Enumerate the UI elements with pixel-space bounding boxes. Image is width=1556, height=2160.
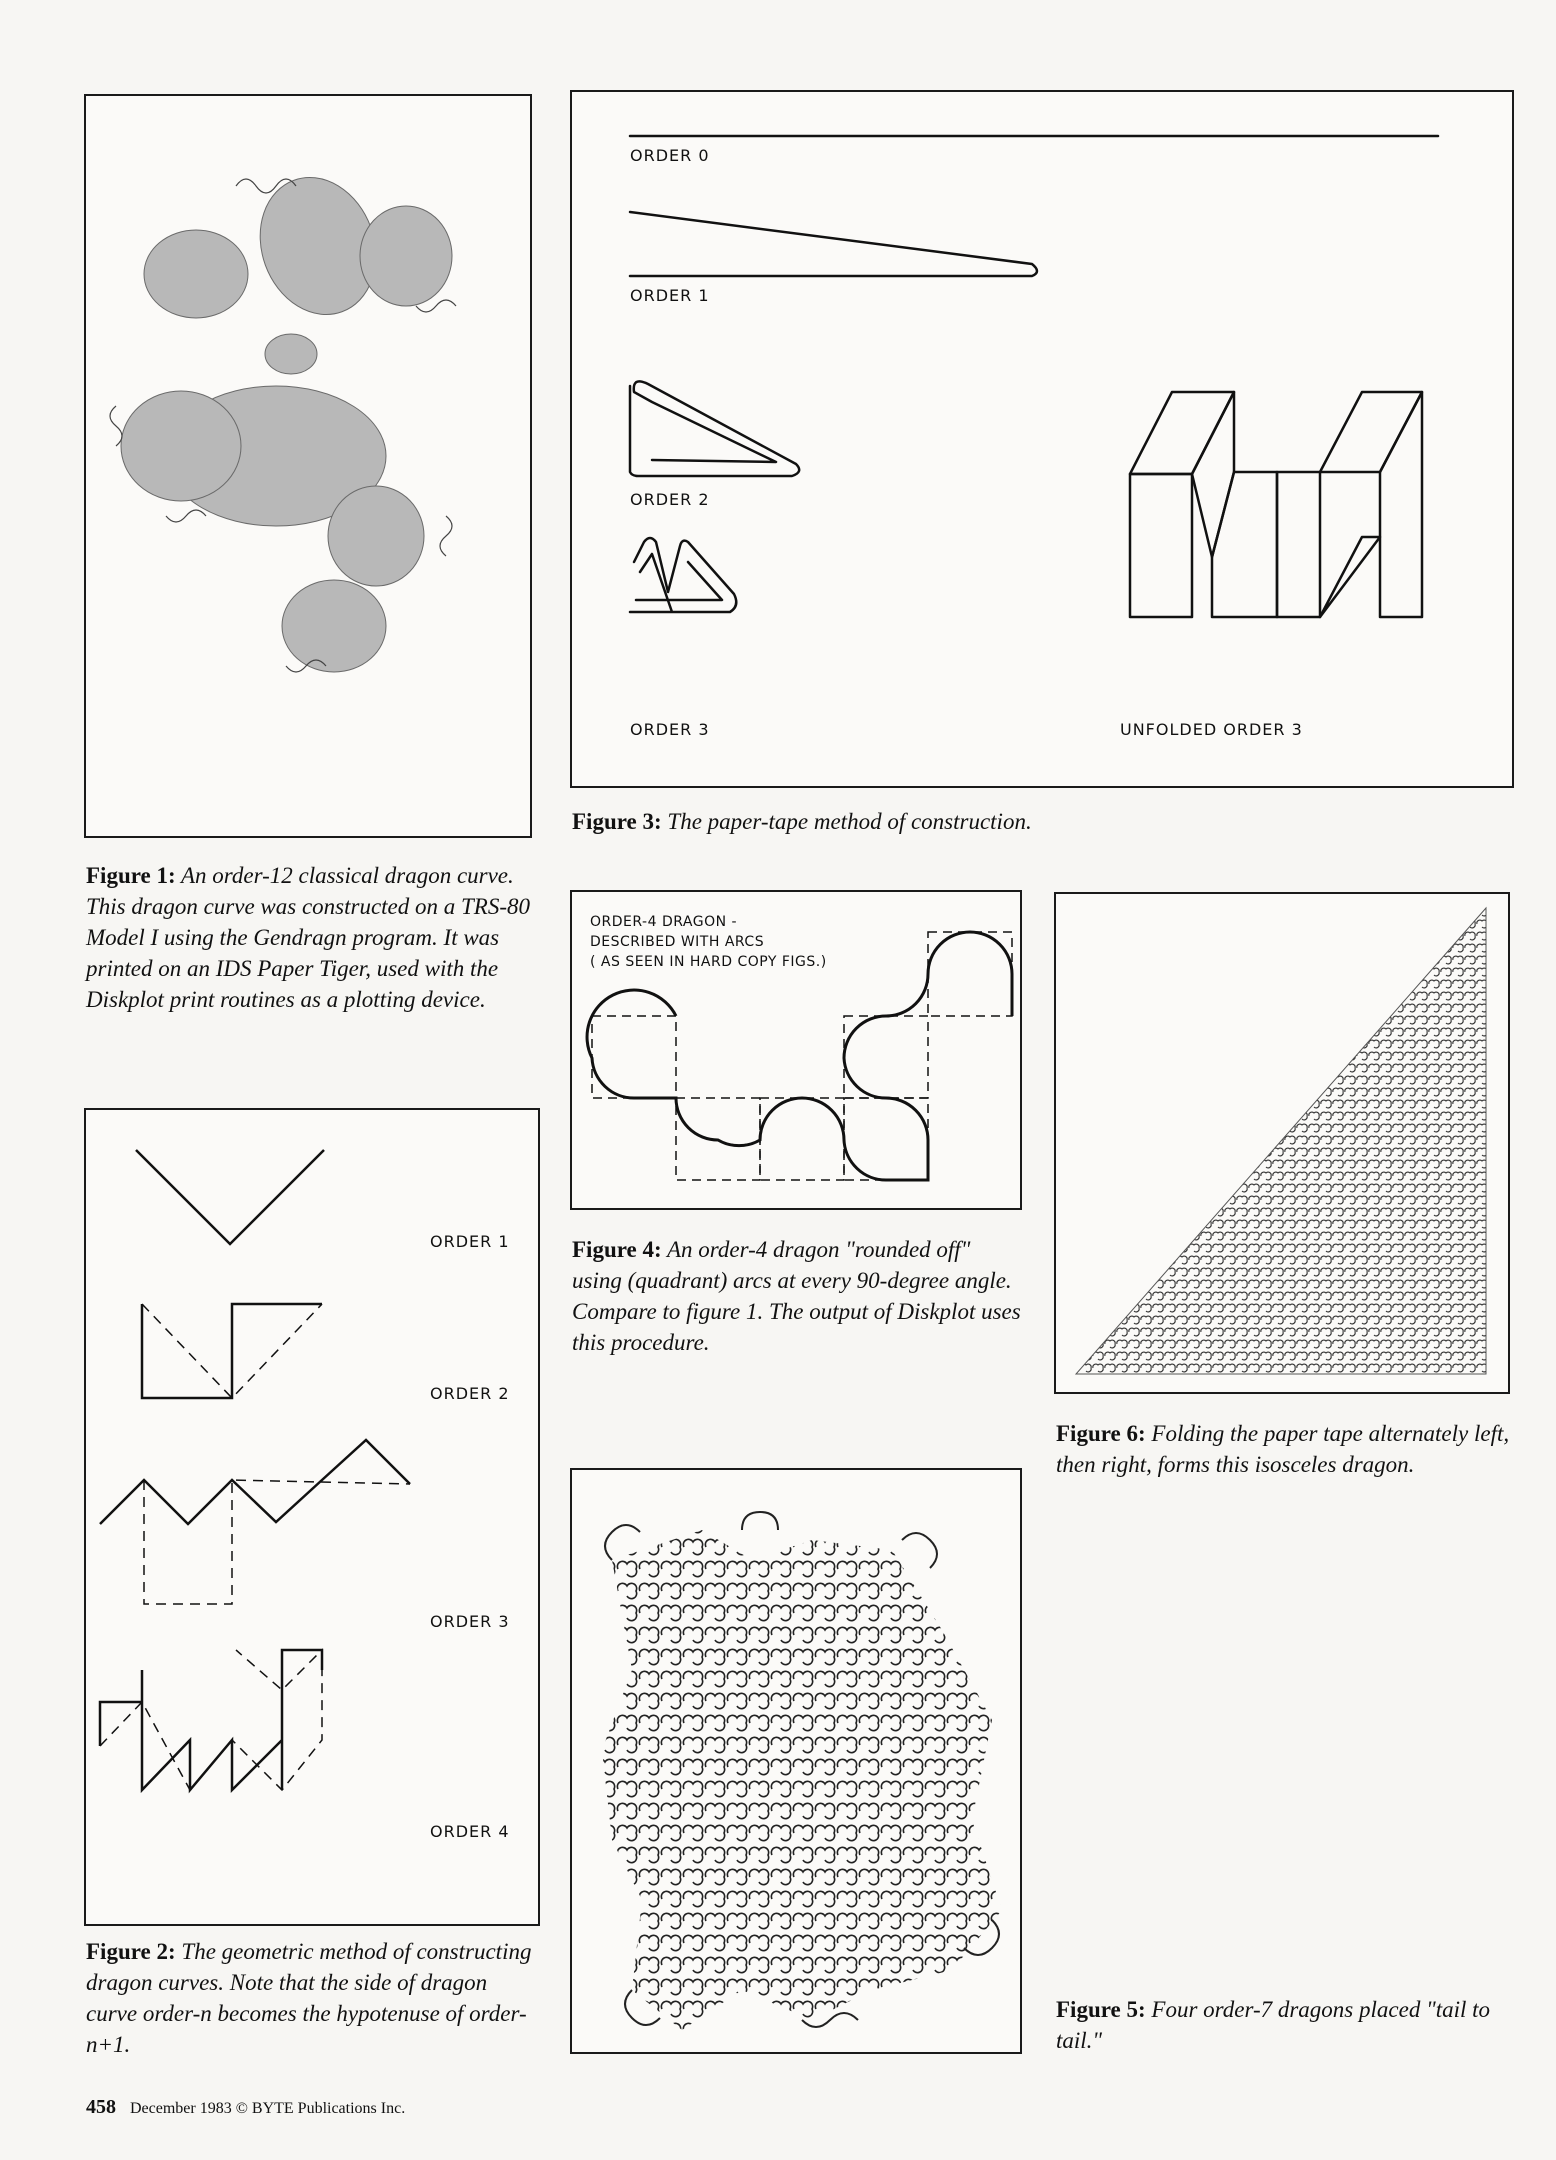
figure3-caption (572, 806, 1516, 837)
figure5-dragon-region (602, 1530, 1002, 2030)
figure2-order4-hypotenuse (100, 1650, 322, 1790)
figure3-unfolded-panel-1 (1130, 392, 1234, 474)
page-number: 458 (86, 2096, 116, 2118)
figure1-caption-text: An order-12 classical dragon curve. This dragon curve was constructed on a TRS-80 Model I using the Gendragn program. It was printed on an IDS Paper Tiger, used with the Diskplot print routines as a plotting device. (86, 863, 531, 1012)
figure3-label-order2: ORDER 2 (630, 490, 710, 509)
figure2-order3-curve (100, 1440, 410, 1524)
figure4-caption-label: Figure 4: (572, 1237, 662, 1262)
figure3-order2-tape (630, 381, 799, 476)
figure3-label-order1: ORDER 1 (630, 286, 710, 305)
figure2-order2-curve (142, 1304, 322, 1398)
figure3-unfolded-panel-3 (1192, 392, 1234, 557)
figure4-label-line-3: ( AS SEEN IN HARD COPY FIGS.) (590, 954, 827, 970)
figure2-order4-curve (100, 1650, 322, 1790)
figure3-caption-label: Figure 3: (572, 809, 662, 834)
figure4-frame (570, 890, 1022, 1210)
figure2-frame (84, 1108, 540, 1926)
figure5-four-dragons (572, 1470, 1020, 2052)
figure2-label-order4: ORDER 4 (430, 1822, 510, 1841)
figure5-caption-label: Figure 5: (1056, 1997, 1146, 2022)
figure3-unfolded-panel-6 (1320, 392, 1422, 472)
figure4-label (590, 912, 827, 972)
figure2-caption-label: Figure 2: (86, 1939, 176, 1964)
figure3-label-unfolded-order3: UNFOLDED ORDER 3 (1120, 720, 1303, 739)
figure6-frame (1054, 892, 1510, 1394)
footer-copyright: December 1983 © BYTE Publications Inc. (130, 2100, 406, 2117)
figure3-unfolded-panel-5 (1277, 472, 1320, 617)
figure1-caption-label: Figure 1: (86, 863, 176, 888)
figure3-caption-text: The paper-tape method of construction. (667, 809, 1032, 834)
figure3-unfolded-panel-7 (1380, 392, 1422, 617)
figure5-caption (1056, 1994, 1516, 2056)
figure3-unfolded-panel-8 (1320, 537, 1380, 617)
figure4-label-line-1: ORDER-4 DRAGON - (590, 914, 738, 930)
figure4-label-line-2: DESCRIBED WITH ARCS (590, 934, 765, 950)
figure2-label-order1: ORDER 1 (430, 1232, 510, 1251)
figure1-dragon-curve (86, 96, 530, 836)
figure3-label-order0: ORDER 0 (630, 146, 710, 165)
figure3-paper-tape-diagram (572, 92, 1512, 786)
figure2-order3-hypotenuse (144, 1480, 410, 1604)
figure5-frame (570, 1468, 1022, 2054)
figure3-frame (570, 90, 1514, 788)
figure1-caption (86, 860, 536, 1015)
figure6-triangle (1076, 908, 1486, 1374)
figure3-order1-tape (630, 212, 1037, 276)
figure3-label-order3: ORDER 3 (630, 720, 710, 739)
figure6-caption-label: Figure 6: (1056, 1421, 1146, 1446)
figure2-order1-curve (136, 1150, 324, 1244)
figure1-frame (84, 94, 532, 838)
figure6-caption (1056, 1418, 1516, 1480)
figure6-isosceles-dragon (1056, 894, 1508, 1392)
figure3-unfolded-panel-4 (1212, 472, 1277, 617)
figure2-caption (86, 1936, 542, 2060)
figure5-caption-text: Four order-7 dragons placed "tail to tail." (1056, 1997, 1491, 2053)
figure2-label-order2: ORDER 2 (430, 1384, 510, 1403)
figure2-caption-text: The geometric method of constructing dragon curves. Note that the side of dragon curve order-n becomes the hypotenuse of order-n+1. (86, 1939, 532, 2057)
figure3-unfolded-panel-2 (1130, 474, 1192, 617)
figure4-caption-text: An order-4 dragon "rounded off" using (quadrant) arcs at every 90-degree angle. Compare to figure 1. The output of Diskplot uses this procedure. (572, 1237, 1021, 1355)
page-footer (86, 2096, 405, 2119)
figure3-order3-tape (630, 538, 736, 612)
figure6-caption-text: Folding the paper tape alternately left, then right, forms this isosceles dragon. (1056, 1421, 1510, 1477)
figure2-label-order3: ORDER 3 (430, 1612, 510, 1631)
figure4-caption (572, 1234, 1024, 1358)
